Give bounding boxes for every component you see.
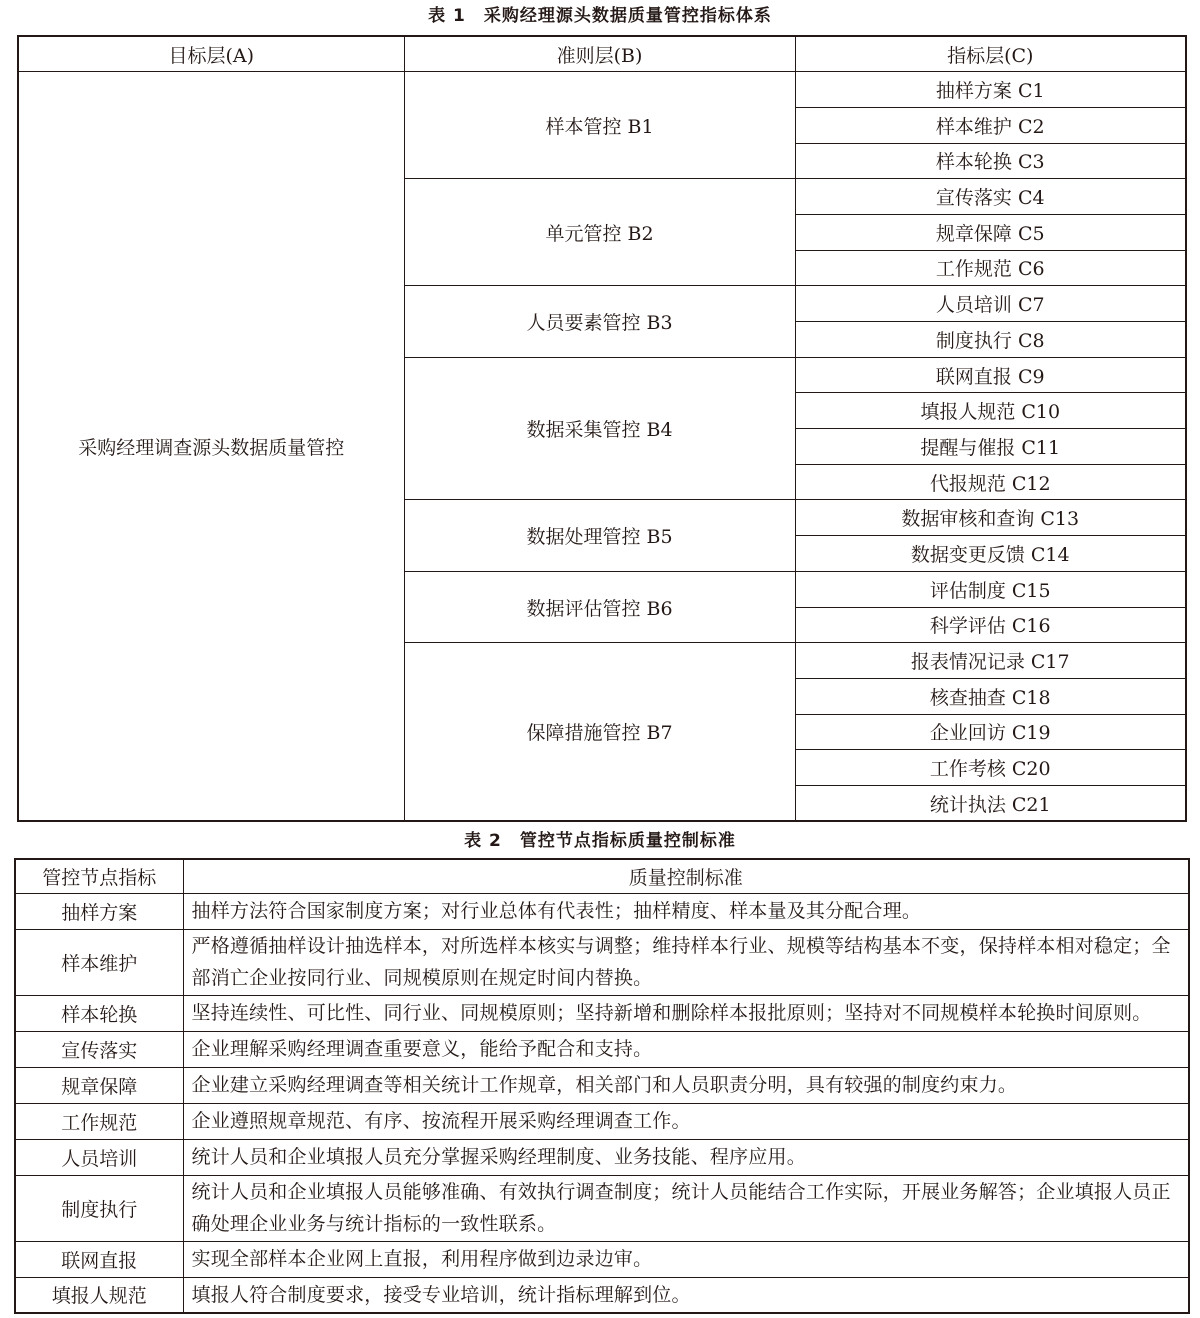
table2-row xyxy=(15,893,1189,929)
indicator-cell: 评估制度 C15 xyxy=(795,571,1186,607)
quality-standard-cell: 严格遵循抽样设计抽选样本，对所选样本核实与调整；维持样本行业、规模等结构基本不变，保持样本相对稳定；全部消亡企业按同行业、同规模原则在规定时间内替换。 xyxy=(183,929,1189,995)
indicator-cell: 样本轮换 C3 xyxy=(795,143,1186,179)
criteria-cell: 单元管控 B2 xyxy=(404,179,795,286)
criteria-cell: 样本管控 B1 xyxy=(404,72,795,179)
table2-row xyxy=(15,1103,1189,1139)
criteria-cell: 数据评估管控 B6 xyxy=(404,571,795,642)
table2-row xyxy=(15,1139,1189,1175)
criteria-cell: 数据处理管控 B5 xyxy=(404,500,795,571)
quality-standard-table xyxy=(14,858,1190,1314)
indicator-cell: 规章保障 C5 xyxy=(795,214,1186,250)
quality-standard-cell: 企业遵照规章规范、有序、按流程开展采购经理调查工作。 xyxy=(183,1103,1189,1139)
indicator-cell: 代报规范 C12 xyxy=(795,464,1186,500)
control-node-cell: 规章保障 xyxy=(15,1067,183,1103)
indicator-cell: 统计执法 C21 xyxy=(795,785,1186,821)
indicator-cell: 联网直报 C9 xyxy=(795,357,1186,393)
table2-row xyxy=(15,1241,1189,1277)
indicator-cell: 人员培训 C7 xyxy=(795,286,1186,322)
control-node-cell: 抽样方案 xyxy=(15,893,183,929)
table2-row xyxy=(15,929,1189,995)
quality-standard-cell: 抽样方法符合国家制度方案；对行业总体有代表性；抽样精度、样本量及其分配合理。 xyxy=(183,893,1189,929)
control-node-cell: 宣传落实 xyxy=(15,1031,183,1067)
indicator-cell: 企业回访 C19 xyxy=(795,714,1186,750)
indicator-cell: 报表情况记录 C17 xyxy=(795,643,1186,679)
indicator-cell: 填报人规范 C10 xyxy=(795,393,1186,429)
table2-row xyxy=(15,1067,1189,1103)
table2-row xyxy=(15,1277,1189,1313)
indicator-cell: 核查抽查 C18 xyxy=(795,678,1186,714)
quality-standard-cell: 统计人员和企业填报人员能够准确、有效执行调查制度；统计人员能结合工作实际，开展业务解答；企业填报人员正确处理企业业务与统计指标的一致性联系。 xyxy=(183,1175,1189,1241)
indicator-cell: 提醒与催报 C11 xyxy=(795,429,1186,465)
control-node-cell: 工作规范 xyxy=(15,1103,183,1139)
table2-row xyxy=(15,1031,1189,1067)
indicator-cell: 制度执行 C8 xyxy=(795,322,1186,358)
indicator-cell: 科学评估 C16 xyxy=(795,607,1186,643)
control-node-cell: 联网直报 xyxy=(15,1241,183,1277)
table2-row xyxy=(15,995,1189,1031)
table2-row xyxy=(15,1175,1189,1241)
indicator-cell: 工作考核 C20 xyxy=(795,750,1186,786)
criteria-cell: 人员要素管控 B3 xyxy=(404,286,795,357)
quality-standard-cell: 实现全部样本企业网上直报，利用程序做到边录边审。 xyxy=(183,1241,1189,1277)
control-node-cell: 填报人规范 xyxy=(15,1277,183,1313)
criteria-cell: 保障措施管控 B7 xyxy=(404,643,795,821)
header-criteria-layer: 准则层(B) xyxy=(404,36,795,72)
control-node-cell: 样本轮换 xyxy=(15,995,183,1031)
indicator-cell: 抽样方案 C1 xyxy=(795,72,1186,108)
indicator-cell: 样本维护 C2 xyxy=(795,107,1186,143)
indicator-cell: 数据变更反馈 C14 xyxy=(795,536,1186,572)
header-quality-standard: 质量控制标准 xyxy=(183,859,1189,893)
quality-standard-cell: 企业建立采购经理调查等相关统计工作规章，相关部门和人员职责分明，具有较强的制度约束力。 xyxy=(183,1067,1189,1103)
quality-standard-cell: 坚持连续性、可比性、同行业、同规模原则；坚持新增和删除样本报批原则；坚持对不同规模样本轮换时间原则。 xyxy=(183,995,1189,1031)
table2-caption: 表 2 管控节点指标质量控制标准 xyxy=(464,831,736,851)
goal-cell: 采购经理调查源头数据质量管控 xyxy=(18,72,404,821)
table1-caption: 表 1 采购经理源头数据质量管控指标体系 xyxy=(428,6,772,26)
indicator-cell: 工作规范 C6 xyxy=(795,250,1186,286)
quality-standard-cell: 填报人符合制度要求，接受专业培训，统计指标理解到位。 xyxy=(183,1277,1189,1313)
quality-standard-cell: 企业理解采购经理调查重要意义，能给予配合和支持。 xyxy=(183,1031,1189,1067)
control-node-cell: 样本维护 xyxy=(15,929,183,995)
criteria-cell: 数据采集管控 B4 xyxy=(404,357,795,500)
quality-standard-cell: 统计人员和企业填报人员充分掌握采购经理制度、业务技能、程序应用。 xyxy=(183,1139,1189,1175)
table1-row xyxy=(18,72,1186,108)
control-node-cell: 制度执行 xyxy=(15,1175,183,1241)
indicator-cell: 数据审核和查询 C13 xyxy=(795,500,1186,536)
header-control-node: 管控节点指标 xyxy=(15,859,183,893)
header-indicator-layer: 指标层(C) xyxy=(795,36,1186,72)
indicator-system-table xyxy=(17,35,1187,822)
header-goal-layer: 目标层(A) xyxy=(18,36,404,72)
control-node-cell: 人员培训 xyxy=(15,1139,183,1175)
indicator-cell: 宣传落实 C4 xyxy=(795,179,1186,215)
